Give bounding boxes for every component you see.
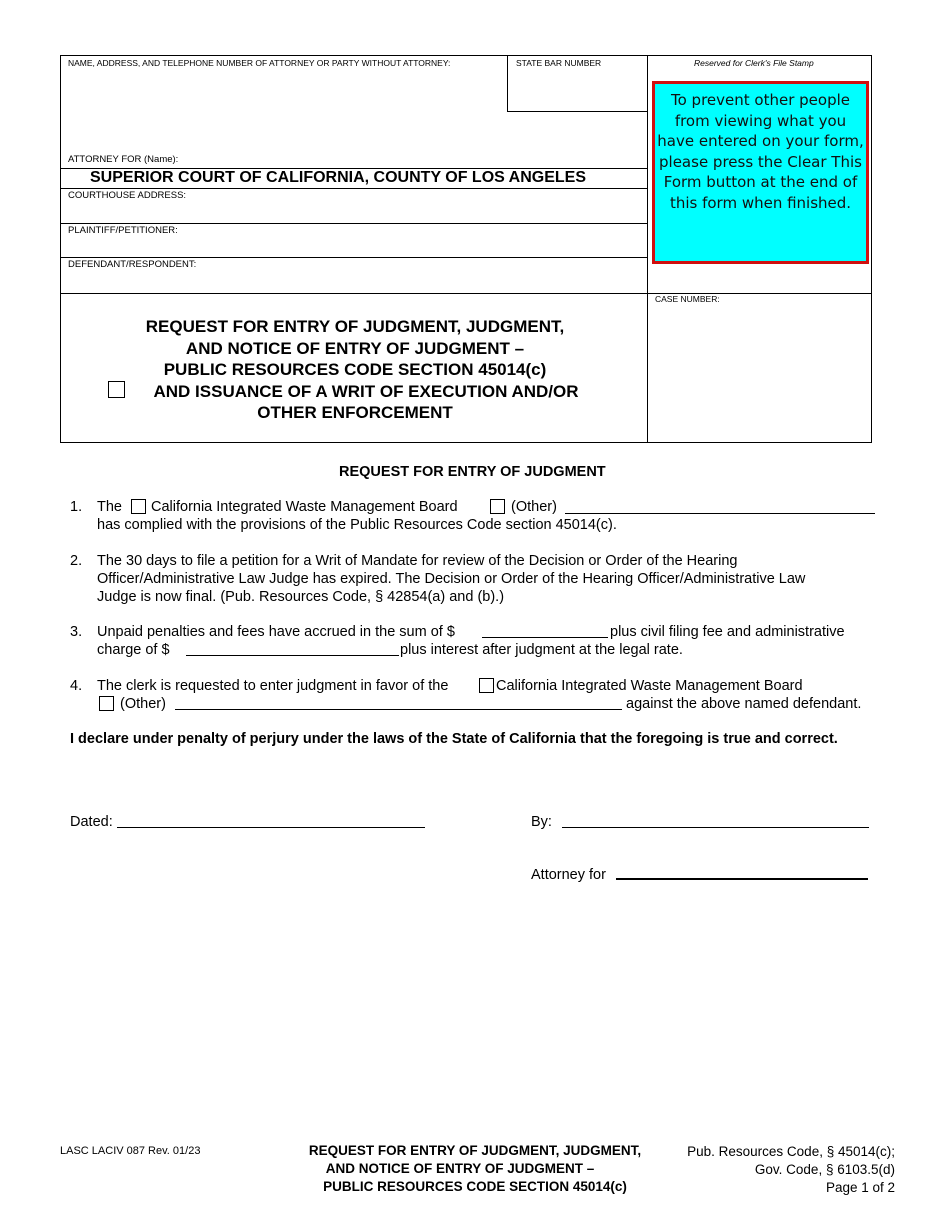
item-3-number: 3.: [70, 624, 83, 640]
item-3-text-c: charge of $: [97, 642, 170, 658]
item-4-text-end: against the above named defendant.: [626, 696, 862, 712]
title-line-4: AND ISSUANCE OF A WRIT OF EXECUTION AND/OR: [153, 381, 579, 401]
item-1-other-field[interactable]: [565, 513, 875, 514]
footer-code-2: Gov. Code, § 6103.5(d): [754, 1162, 895, 1177]
section-heading: REQUEST FOR ENTRY OF JUDGMENT: [339, 464, 606, 480]
footer-code-1: Pub. Resources Code, § 45014(c);: [687, 1144, 895, 1159]
item-2-line-3: Judge is now final. (Pub. Resources Code, § 42854(a) and (b).): [97, 589, 505, 605]
plaintiff-label: PLAINTIFF/PETITIONER:: [68, 225, 178, 236]
item-1-line-2: has complied with the provisions of the Public Resources Code section 45014(c).: [97, 517, 617, 533]
clerk-stamp-label: Reserved for Clerk's File Stamp: [694, 58, 814, 68]
item-3-text-a: Unpaid penalties and fees have accrued in the sum of $: [97, 624, 455, 640]
item-1-number: 1.: [70, 499, 83, 515]
footer-title-line-3: PUBLIC RESOURCES CODE SECTION 45014(c): [323, 1179, 627, 1194]
item-4-other-label: (Other): [120, 696, 166, 712]
defendant-label: DEFENDANT/RESPONDENT:: [68, 259, 197, 270]
state-bar-label: STATE BAR NUMBER: [516, 58, 602, 68]
item-3-text-d: plus interest after judgment at the legal rate.: [400, 642, 683, 658]
footer-title-line-1: REQUEST FOR ENTRY OF JUDGMENT, JUDGMENT,: [308, 1143, 642, 1158]
courthouse-address-label: COURTHOUSE ADDRESS:: [68, 190, 187, 201]
privacy-notice: To prevent other people from viewing what you have entered on your form, please press the Clear This Form button at the end of this form when finished.: [652, 81, 869, 264]
item-4-other-checkbox[interactable]: [99, 696, 114, 711]
item-4-number: 4.: [70, 678, 83, 694]
item-4-board-checkbox[interactable]: [479, 678, 494, 693]
title-line-5: OTHER ENFORCEMENT: [257, 403, 453, 422]
item-2-line-1: The 30 days to file a petition for a Writ of Mandate for review of the Decision or Order of the Hearing: [97, 553, 738, 569]
dated-field[interactable]: [117, 827, 425, 828]
title-line-2: AND NOTICE OF ENTRY OF JUDGMENT –: [185, 338, 525, 358]
item-1-board-label: California Integrated Waste Management Board: [151, 499, 458, 515]
item-1-the: The: [97, 499, 122, 515]
case-number-label: CASE NUMBER:: [655, 294, 720, 304]
attorney-for-label: ATTORNEY FOR (Name):: [68, 154, 179, 165]
by-signature-field[interactable]: [562, 827, 869, 828]
item-1-other-checkbox[interactable]: [490, 499, 505, 514]
footer-title-line-2: AND NOTICE OF ENTRY OF JUDGMENT –: [325, 1161, 595, 1176]
item-4-other-field[interactable]: [175, 709, 622, 710]
charge-amount-field[interactable]: [186, 655, 399, 656]
item-2-number: 2.: [70, 553, 83, 569]
attorney-for-signature-label: Attorney for: [531, 867, 606, 883]
item-4-board-label: California Integrated Waste Management Board: [496, 678, 803, 694]
declaration: I declare under penalty of perjury under the laws of the State of California that the foregoing is true and correct.: [70, 731, 838, 747]
attorney-for-field[interactable]: [616, 878, 868, 880]
title-line-3: PUBLIC RESOURCES CODE SECTION 45014(c): [163, 360, 547, 379]
dated-label: Dated:: [70, 814, 113, 830]
footer-title: [270, 1142, 680, 1196]
page-number: Page 1 of 2: [825, 1180, 895, 1195]
by-label: By:: [531, 814, 552, 830]
item-2-line-2: Officer/Administrative Law Judge has expired. The Decision or Order of the Hearing Officer/Administrative Law: [97, 571, 806, 587]
penalties-amount-field[interactable]: [482, 637, 608, 638]
form-title: [62, 316, 648, 424]
form-id: LASC LACIV 087 Rev. 01/23: [60, 1145, 201, 1157]
item-1-other-label: (Other): [511, 499, 557, 515]
writ-checkbox[interactable]: [108, 381, 125, 398]
court-name: SUPERIOR COURT OF CALIFORNIA, COUNTY OF LOS ANGELES: [90, 169, 587, 186]
item-4-text-a: The clerk is requested to enter judgment in favor of the: [97, 678, 449, 694]
item-1-board-checkbox[interactable]: [131, 499, 146, 514]
title-line-1: REQUEST FOR ENTRY OF JUDGMENT, JUDGMENT,: [145, 317, 565, 336]
item-3-text-b: plus civil filing fee and administrative: [610, 624, 845, 640]
footer-codes: [660, 1143, 895, 1197]
attorney-label: NAME, ADDRESS, AND TELEPHONE NUMBER OF ATTORNEY OR PARTY WITHOUT ATTORNEY:: [68, 58, 451, 68]
